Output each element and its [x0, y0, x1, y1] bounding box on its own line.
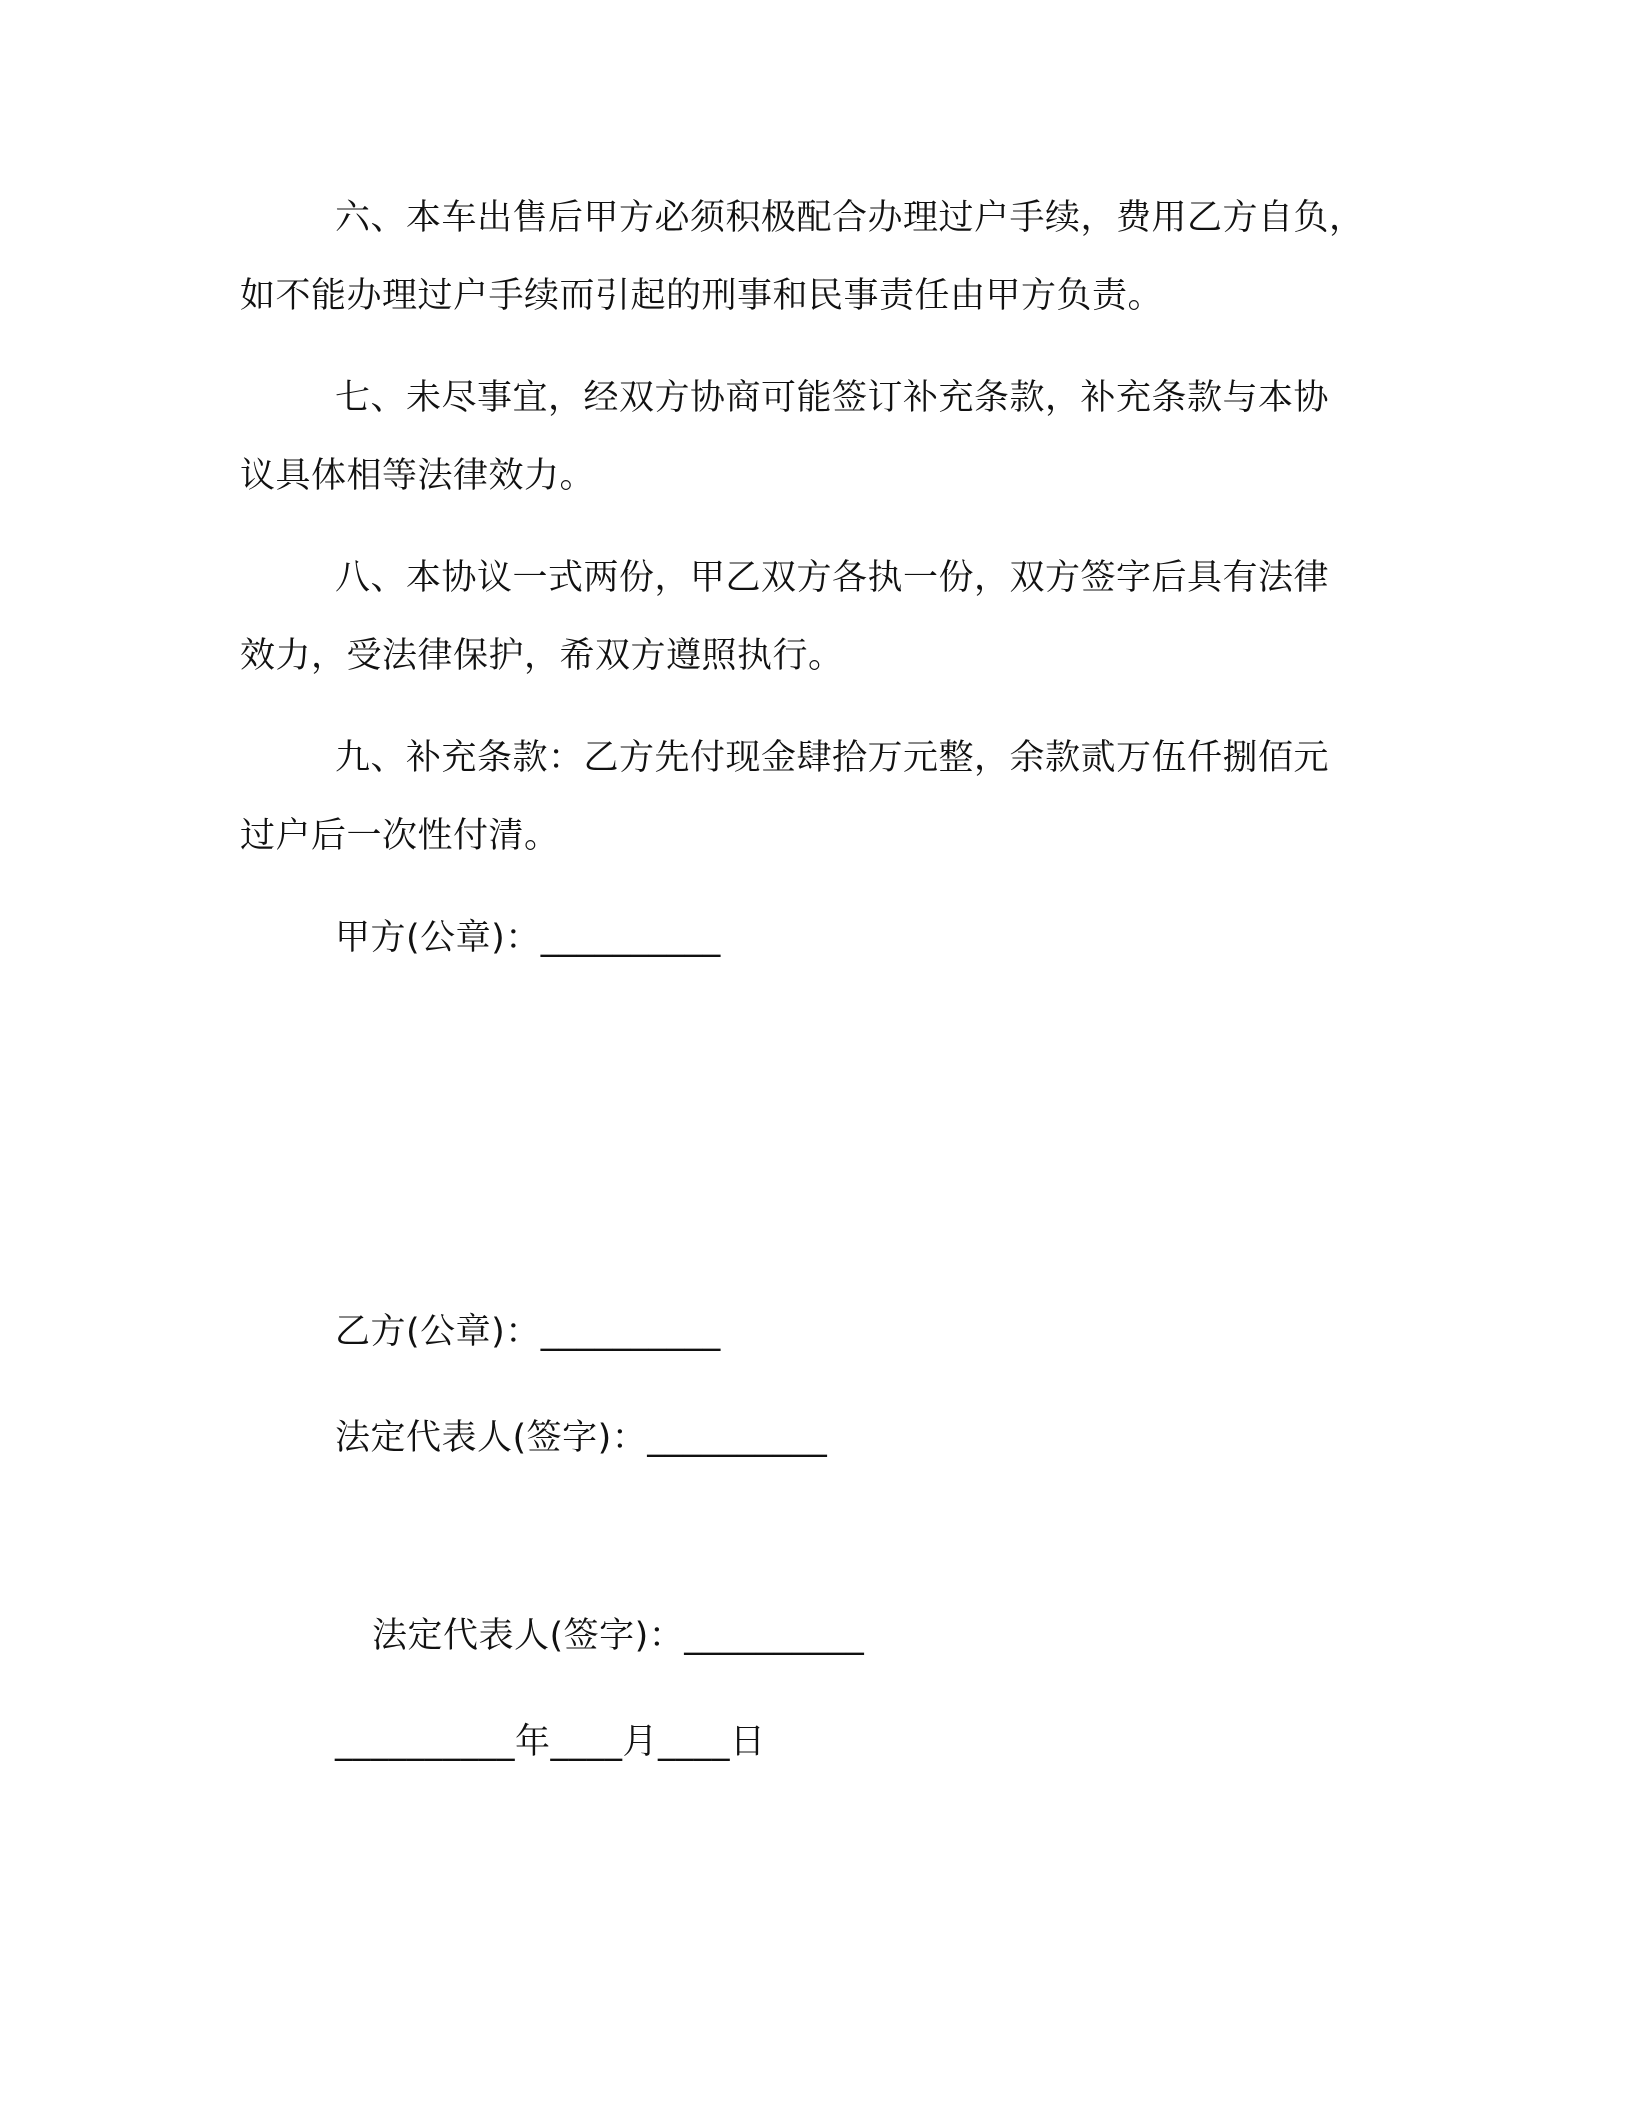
- clause-6-line-2: 如不能办理过户手续而引起的刑事和民事责任由甲方负责。: [240, 276, 1164, 316]
- date-line: __________年____月____日: [335, 1722, 766, 1762]
- clause-6-line-1: 六、本车出售后甲方必须积极配合办理过户手续，费用乙方自负，: [335, 198, 1365, 238]
- clause-7-line-2: 议具体相等法律效力。: [240, 456, 596, 496]
- party-a-seal-line: 甲方(公章)：__________: [335, 918, 721, 958]
- clause-7-line-1: 七、未尽事宜，经双方协商可能签订补充条款，补充条款与本协: [335, 378, 1330, 418]
- legal-representative-signature-line-2: 法定代表人(签字)：__________: [372, 1616, 865, 1656]
- clause-8-line-2: 效力，受法律保护，希双方遵照执行。: [240, 636, 844, 676]
- party-b-seal-line: 乙方(公章)：__________: [335, 1312, 721, 1352]
- legal-representative-signature-line-1: 法定代表人(签字)：__________: [335, 1418, 828, 1458]
- clause-9-line-1: 九、补充条款：乙方先付现金肆拾万元整，余款贰万伍仟捌佰元: [335, 738, 1330, 778]
- clause-8-line-1: 八、本协议一式两份，甲乙双方各执一份，双方签字后具有法律: [335, 558, 1330, 598]
- clause-9-line-2: 过户后一次性付清。: [240, 816, 560, 856]
